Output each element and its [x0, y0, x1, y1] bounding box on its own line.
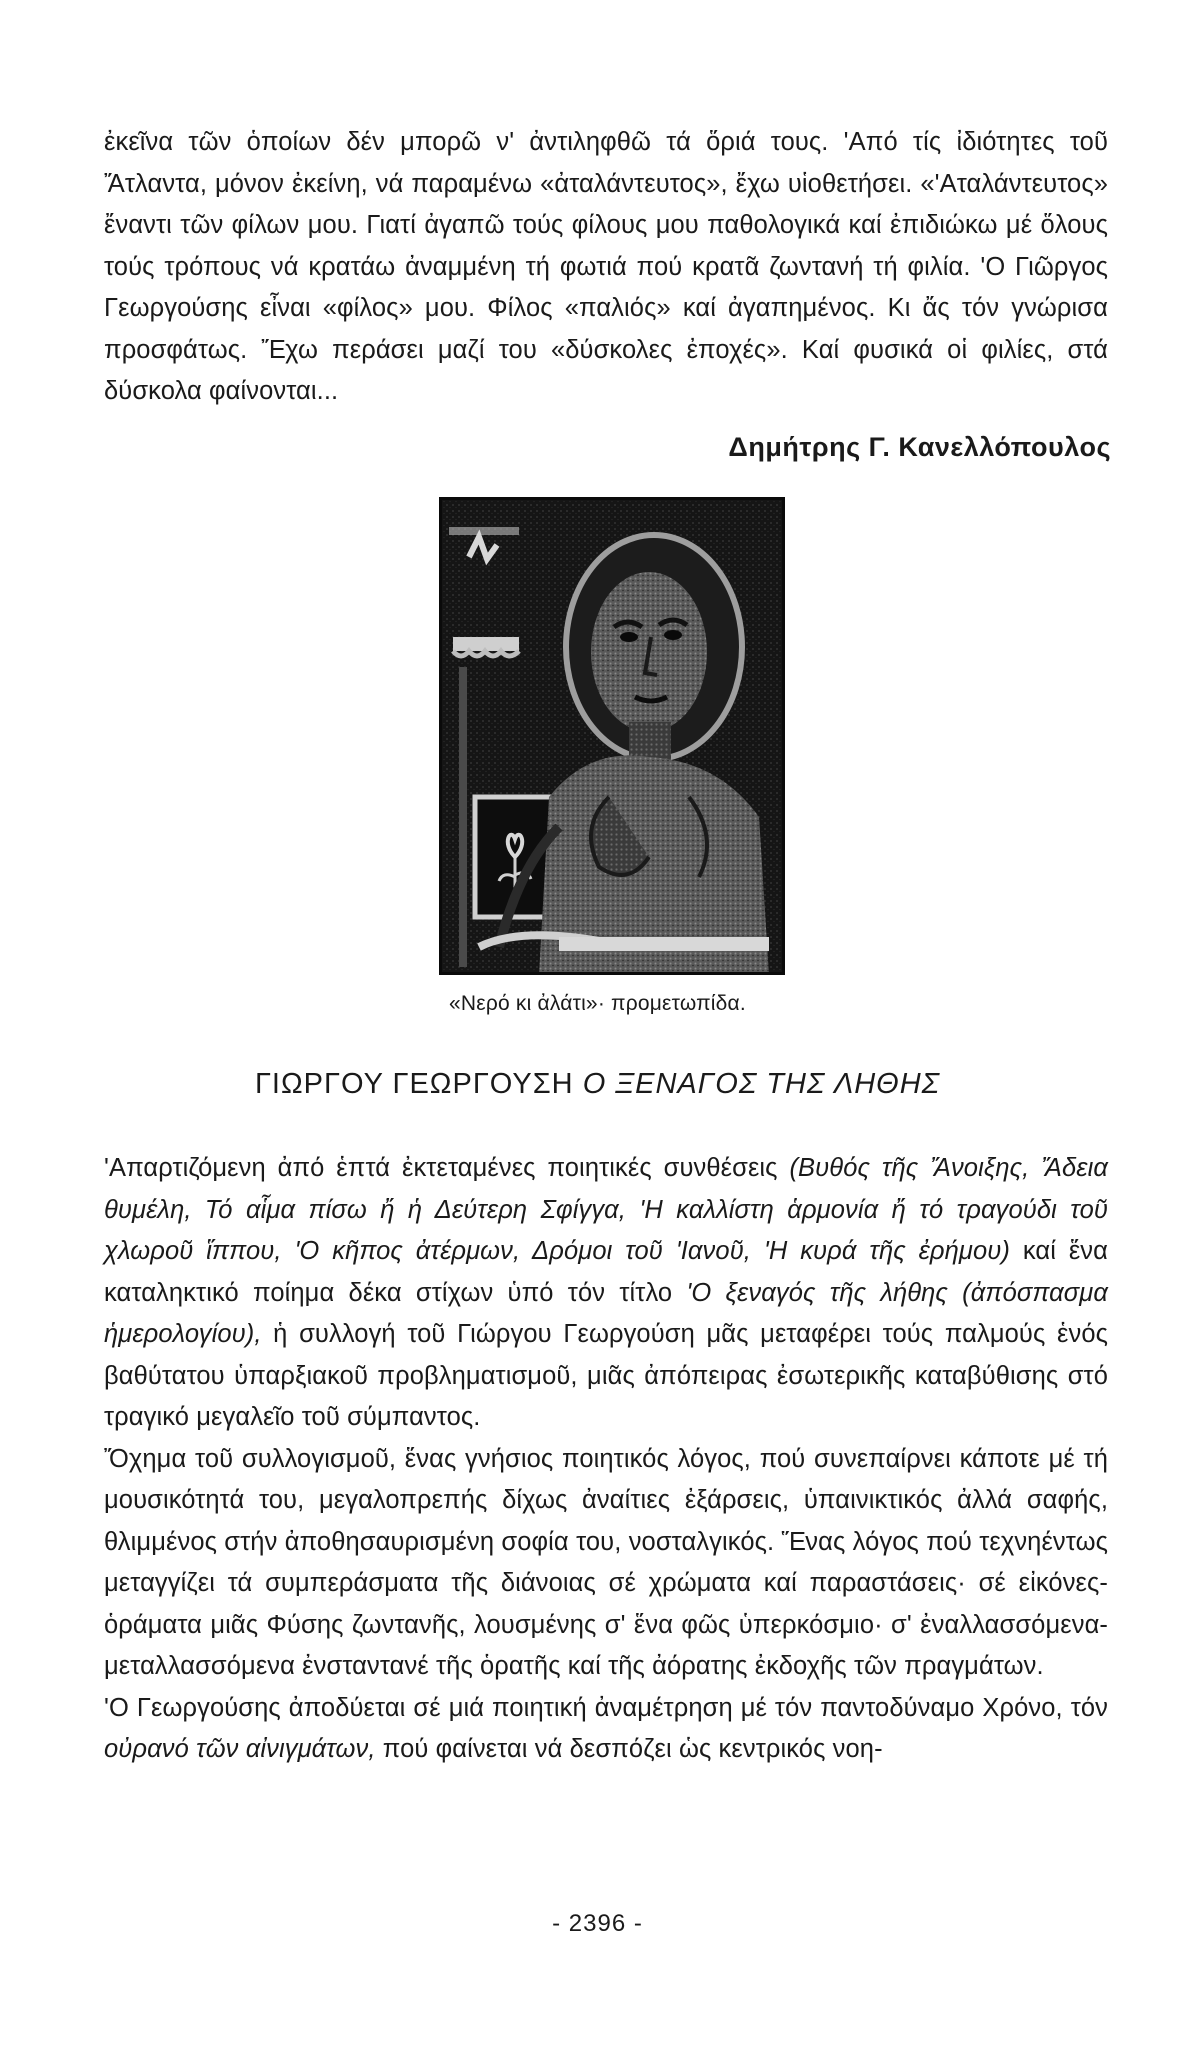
author-signature: Δημήτρης Γ. Κανελλόπουλος	[728, 432, 1111, 462]
page-number: - 2396 -	[552, 1910, 643, 1937]
text-run: 'Ο Γεωργούσης ἀποδύεται σέ μιά ποιητική ἀναμέτρηση μέ τόν παντοδύναμο Χρόνο, τόν	[104, 1693, 1108, 1722]
frontispiece-figure	[439, 497, 785, 975]
review-paragraph-3	[104, 1688, 1108, 1771]
text-run: 'Απαρτιζόμενη ἀπό ἑπτά ἐκτεταμένες ποιητικές συνθέσεις	[104, 1154, 790, 1182]
review-book-author: ΓΙΩΡΓΟΥ ΓΕΩΡΓΟΥΣΗ	[254, 1068, 574, 1100]
italic-run: οὐρανό τῶν αἰνιγμάτων,	[104, 1735, 376, 1763]
text-run: ἡ συλλογή τοῦ Γιώργου Γεωργούση μᾶς μεταφέρει τούς παλμούς ἑνός βαθύτατου ὑπαρξιακοῦ προβληματισμοῦ, μιᾶς ἀπόπειρας ἐσωτερικῆς καταβύθισης στό τραγικό μεγαλεῖο τοῦ σύμπαντος.	[104, 1320, 1108, 1431]
woodcut-portrait-illustration	[439, 497, 785, 975]
intro-text: ἐκεῖνα τῶν ὁποίων δέν μπορῶ ν' ἀντιληφθῶ τά ὅριά τους. 'Από τίς ἰδιότητες τοῦ Ἄτλαντα, μόνον ἐκείνη, νά παραμένω «ἀταλάντευτος», ἔχω υἱοθετήσει. «'Αταλάντευτος» ἔναντι τῶν φίλων μου. Γιατί ἀγαπῶ τούς φίλους μου παθολογικά καί ἐπιδιώκω μέ ὅλους τούς τρόπους νά κρατάω ἀναμμένη τή φωτιά πού κρατᾶ ζωντανή τή φιλία. 'Ο Γιῶργος Γεωργούσης εἶναι «φίλος» μου. Φίλος «παλιός» καί ἀγαπημένος. Κι ἄς τόν γνώρισα προσφάτως. Ἔχω περάσει μαζί του «δύσκολες ἐποχές». Καί φυσικά οἱ φιλίες, στά δύσκολα φαίνονται...	[104, 128, 1108, 405]
italic-run: 'Ο ξεναγός τῆς λήθης (ἀπόσπασμα ἡμερολογίου),	[104, 1278, 1108, 1348]
italic-run: (Βυθός τῆς Ἄνοιξης, Ἄδεια θυμέλη, Τό αἷμα πίσω ἤ ἡ Δεύτερη Σφίγγα, 'Η καλλίστη ἁρμονία ἤ τό τραγούδι τοῦ χλωροῦ ἵππου, 'Ο κῆπος ἀτέρμων, Δρόμοι τοῦ 'Ιανοῦ, 'Η κυρά τῆς ἐρήμου)	[104, 1154, 1108, 1265]
review-body	[104, 1148, 1108, 1771]
review-paragraph-2: Ὄχημα τοῦ συλλογισμοῦ, ἕνας γνήσιος ποιητικός λόγος, πού συνεπαίρνει κάποτε μέ τή μουσικότητά του, μεγαλοπρεπής δίχως ἀναίτιες ἐξάρσεις, ὑπαινικτικός ἀλλά σαφής, θλιμμένος στήν ἀποθησαυρισμένη σοφία του, νοσταλγικός. Ἕνας λόγος πού τεχνηέντως μεταγγίζει τά συμπεράσματα τῆς διάνοιας σέ χρώματα καί παραστάσεις· σέ εἰκόνες-ὁράματα μιᾶς Φύσης ζωντανῆς, λουσμένης σ' ἕνα φῶς ὑπερκόσμιο· σ' ἐναλλασσόμενα-μεταλλασσόμενα ἐνσταντανέ τῆς ὁρατῆς καί τῆς ἀόρατης ἐκδοχῆς τῶν πραγμάτων.	[104, 1444, 1108, 1680]
text-run: πού φαίνεται νά δεσπόζει ὡς κεντρικός νοη-	[375, 1735, 883, 1763]
review-paragraph-1	[104, 1148, 1108, 1439]
text-run: καί ἕνα καταληκτικό ποίημα δέκα στίχων ὑπό τόν τίτλο	[104, 1237, 1108, 1307]
review-book-title: Ο ΞΕΝΑΓΟΣ ΤΗΣ ΛΗΘΗΣ	[582, 1068, 941, 1100]
review-heading	[0, 1068, 1195, 1101]
intro-paragraph	[104, 122, 1108, 413]
figure-caption: «Νερό κι ἀλάτι»· προμετωπίδα.	[449, 992, 746, 1015]
